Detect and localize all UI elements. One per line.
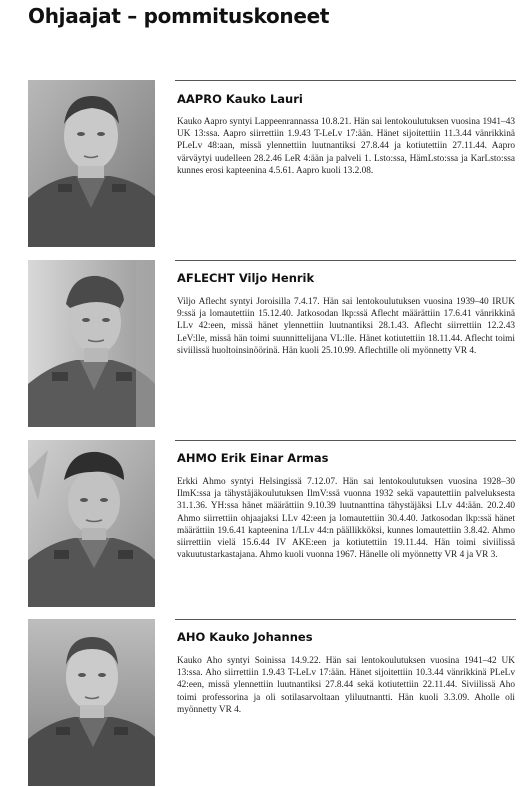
portrait-photo-icon: [28, 260, 155, 427]
entry-name: AHMO Erik Einar Armas: [177, 451, 329, 465]
portrait-photo-graphic: [28, 260, 155, 427]
entry-divider: [175, 440, 516, 441]
portrait-photo-graphic: [28, 80, 155, 247]
entry-divider: [175, 80, 516, 81]
portrait-photo-icon: [28, 80, 155, 247]
entry-biography: Kauko Aapro syntyi Lappeenrannassa 10.8.21. Hän sai lentokoulutuksen vuosina 1941–43 UK 13:ssa. Aapro siirrettiin 1.9.43 T-LeLv 17:ään. Hänet sijoitettiin 11.3.44 vänrikkinä PLeLv 48:aan, missä ylennettiin luutnantiksi 27.8.44 ja kotiutettiin 27.11.44. Aapro värväytyi uudelleen 28.2.46 LeR 4:ään ja palveli 1. Lsto:ssa, HämLsto:ssa ja KarLsto:ssa kunnes erosi kapteenina 4.5.61. Aapro kuoli 13.2.08.: [177, 117, 515, 176]
entry-name: AFLECHT Viljo Henrik: [177, 271, 315, 285]
page-title: Ohjaajat – pommituskoneet: [28, 4, 330, 28]
entry-divider: [175, 260, 516, 261]
entry-divider: [175, 619, 516, 620]
entry-biography: Kauko Aho syntyi Soinissa 14.9.22. Hän sai lentokoulutuksen vuosina 1941–42 UK 13:ssa. Aho siirrettiin 1.9.43 T-LeLv 17:ään. Hänet sijoitettiin 10.3.44 vänrikkinä PLeLv 42:een, missä ylennettiin luutnantiksi 27.8.44 sekä kotiutettiin 22.11.44. Siviilissä Aho toimi professorina ja oli sotilasarvoltaan yliluutnantti. Hän kuoli 3.3.09. Aholle oli myönnetty VR 4.: [177, 656, 515, 715]
portrait-photo-icon: [28, 619, 155, 786]
entry-biography: Viljo Aflecht syntyi Joroisilla 7.4.17. Hän sai lentokoulutuksen vuosina 1939–40 IRUK 9:ssä ja lomautettiin 15.12.40. Jatkosodan lkp:ssä Aflecht määrättiin 17.6.41 vänrikkinä LLv 42:een, missä hänet ylennettiin luutnantiksi 28.1.43. Aflecht siirrettiin 12.2.43 LeV:lle, missä hän toimi suunnittelijana VL:lle. Hänet kotiutettiin 18.11.44. Aflecht toimi siviilissä huoltoinsinöörinä. Hän kuoli 25.10.99. Aflechtille oli myönnetty VR 4.: [177, 297, 515, 356]
portrait-photo-icon: [28, 440, 155, 607]
portrait-photo-graphic: [28, 440, 155, 607]
entry-name: AHO Kauko Johannes: [177, 630, 313, 644]
portrait-photo-graphic: [28, 619, 155, 786]
entry-biography: Erkki Ahmo syntyi Helsingissä 7.12.07. Hän sai lentokoulutuksen vuosina 1928–30 IlmK:ssa ja tähystäjäkoulutuksen IlmV:ssä vuonna 1932 sekä vapautettiin palveluksesta 31.1.36. YH:ssa hänet määrättiin 9.10.39 luutnanttina tähystäjäksi LLv 44:ään. 20.2.40 Ahmo siirrettiin ohjaajaksi LLv 42:een ja lomautettiin 30.4.40. Jatkosodan lkp:ssä hänet määrättiin 19.6.41 kapteenina 1/LLv 44:n päällikköksi, kunnes lomautettiin 3.8.42. Ahmo siirrettiin vielä 15.6.44 IV AKE:een ja kotiutettiin 19.11.44. Hän toimi siviilissä vakuutustarkastajana. Ahmo kuoli vuonna 1967. Hänelle oli myönnetty VR 4 ja VR 3.: [177, 477, 515, 561]
entry-name: AAPRO Kauko Lauri: [177, 92, 303, 106]
